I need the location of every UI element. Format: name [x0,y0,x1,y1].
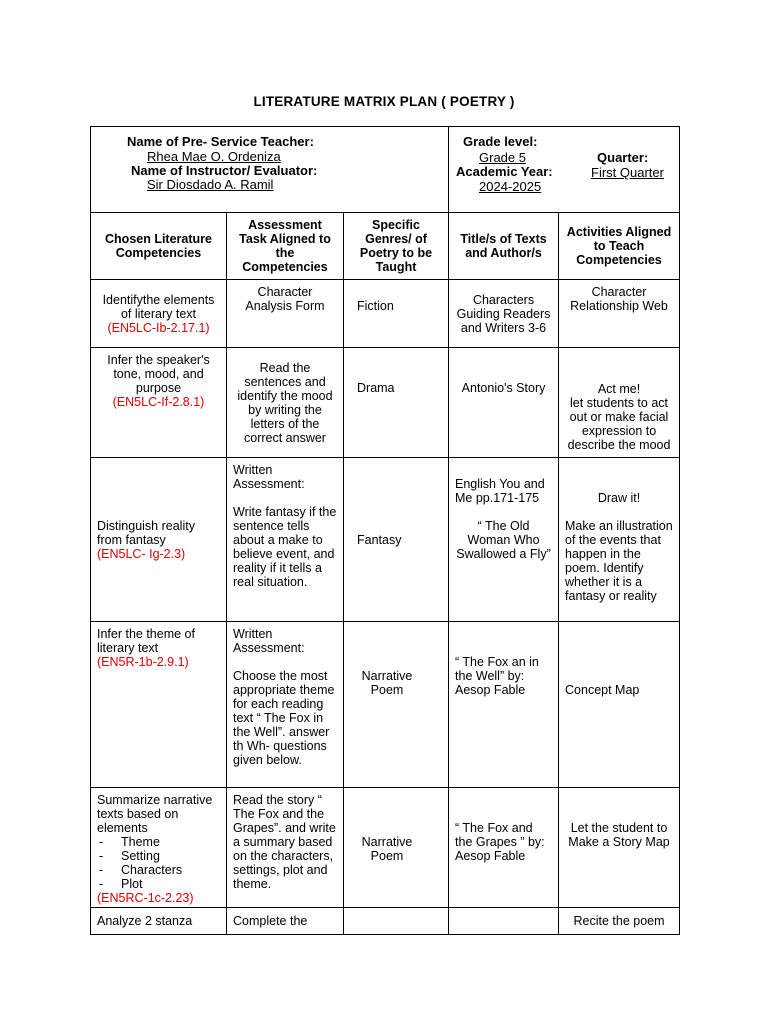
genre-cell: Narrative Poem [344,788,449,908]
assessment-text: Choose the most appropriate theme for each reading text “ The Fox in the Well”. answer th Wh- questions given below. [233,669,335,767]
text-cell: “ The Fox an in the Well” by: Aesop Fable [449,622,559,788]
competency-cell [91,458,227,622]
table-row [91,458,680,622]
activity-text: let students to act out or make facial expression to describe the mood [567,396,671,452]
assessment-cell [227,622,344,788]
grade-value: Grade 5 [479,150,526,165]
text-cell: Characters Guiding Readers and Writers 3-6 [449,280,559,348]
text-cell: Antonio's Story [449,348,559,458]
grade-info-cell [449,127,680,213]
instructor-label: Name of Instructor/ Evaluator: [131,163,318,178]
column-header: Chosen Literature Competencies [91,213,227,280]
list-item: - Theme [121,835,220,849]
competency-code: (EN5R-1b-2.9.1) [97,655,189,669]
competency-text: Identifythe elements of literary text [102,292,215,321]
text-body: “ The Old Woman Who Swallowed a Fly” [456,519,551,561]
table-row [91,908,680,935]
elements-list [97,835,220,891]
table-row [91,280,680,348]
activity-cell: Recite the poem [559,908,680,935]
activity-cell: Concept Map [559,622,680,788]
teacher-name: Rhea Mae O. Ordeniza [147,149,281,164]
assessment-cell: Character Analysis Form [227,280,344,348]
activity-cell: Character Relationship Web [559,280,680,348]
teacher-label: Name of Pre- Service Teacher: [127,134,314,149]
header-info-row [91,127,680,213]
quarter-value: First Quarter [591,165,664,180]
assessment-cell [227,458,344,622]
table-row [91,622,680,788]
genre-cell: Narrative Poem [344,622,449,788]
document-title: LITERATURE MATRIX PLAN ( POETRY ) [253,94,515,109]
activity-title: Draw it! [597,491,641,505]
assessment-cell: Read the sentences and identify the mood by writing the letters of the correct answer [227,348,344,458]
quarter-label: Quarter: [597,150,649,165]
genre-cell: Fiction [344,280,449,348]
literature-matrix-table [90,126,680,935]
table-row [91,348,680,458]
list-item: - Characters [121,863,220,877]
competency-cell: Analyze 2 stanza [91,908,227,935]
activity-title: Act me! [597,382,641,396]
competency-cell [91,622,227,788]
column-header-row [91,213,680,280]
activity-cell: Let the student to Make a Story Map [559,788,680,908]
competency-code: (EN5LC-Ib-2.17.1) [107,320,210,335]
competency-cell [91,348,227,458]
year-value: 2024-2025 [479,179,542,194]
column-header: Title/s of Texts and Author/s [449,213,559,280]
column-header: Activities Aligned to Teach Competencies [559,213,680,280]
assessment-cell: Read the story “ The Fox and the Grapes”. and write a summary based on the characters, settings, plot and theme. [227,788,344,908]
grade-label: Grade level: [463,134,538,149]
activity-cell [559,348,680,458]
text-title: English You and Me pp.171-175 [455,477,545,505]
competency-code: (EN5LC-If-2.8.1) [112,395,205,409]
competency-text: Infer the speaker's tone, mood, and purpose [107,353,210,395]
competency-cell [91,788,227,908]
competency-cell [91,280,227,348]
activity-cell [559,458,680,622]
competency-text: Infer the theme of literary text [97,627,195,655]
text-cell [449,908,559,935]
teacher-info-cell [91,127,449,213]
text-cell [449,458,559,622]
list-item: - Setting [121,849,220,863]
competency-code: (EN5RC-1c-2.23) [97,891,194,905]
assessment-title: Written Assessment: [233,463,305,491]
competency-text: Summarize narrative texts based on elements [97,793,213,835]
column-header: Assessment Task Aligned to the Competencies [227,213,344,280]
list-item: - Plot [121,877,220,891]
competency-code: (EN5LC- Ig-2.3) [97,546,186,561]
assessment-cell: Complete the [227,908,344,935]
column-header: Specific Genres/ of Poetry to be Taught [344,213,449,280]
genre-cell: Drama [344,348,449,458]
assessment-title: Written Assessment: [233,627,305,655]
assessment-text: Write fantasy if the sentence tells about a make to believe event, and reality if it tells a real situation. [233,505,337,589]
table-row [91,788,680,908]
genre-cell [344,908,449,935]
competency-text: Distinguish reality from fantasy [97,518,195,547]
year-label: Academic Year: [456,164,553,179]
instructor-name: Sir Diosdado A. Ramil [147,177,274,192]
activity-text: Make an illustration of the events that happen in the poem. Identify whether it is a fantasy or reality [565,519,673,603]
text-cell: “ The Fox and the Grapes ” by: Aesop Fable [449,788,559,908]
genre-cell: Fantasy [344,458,449,622]
